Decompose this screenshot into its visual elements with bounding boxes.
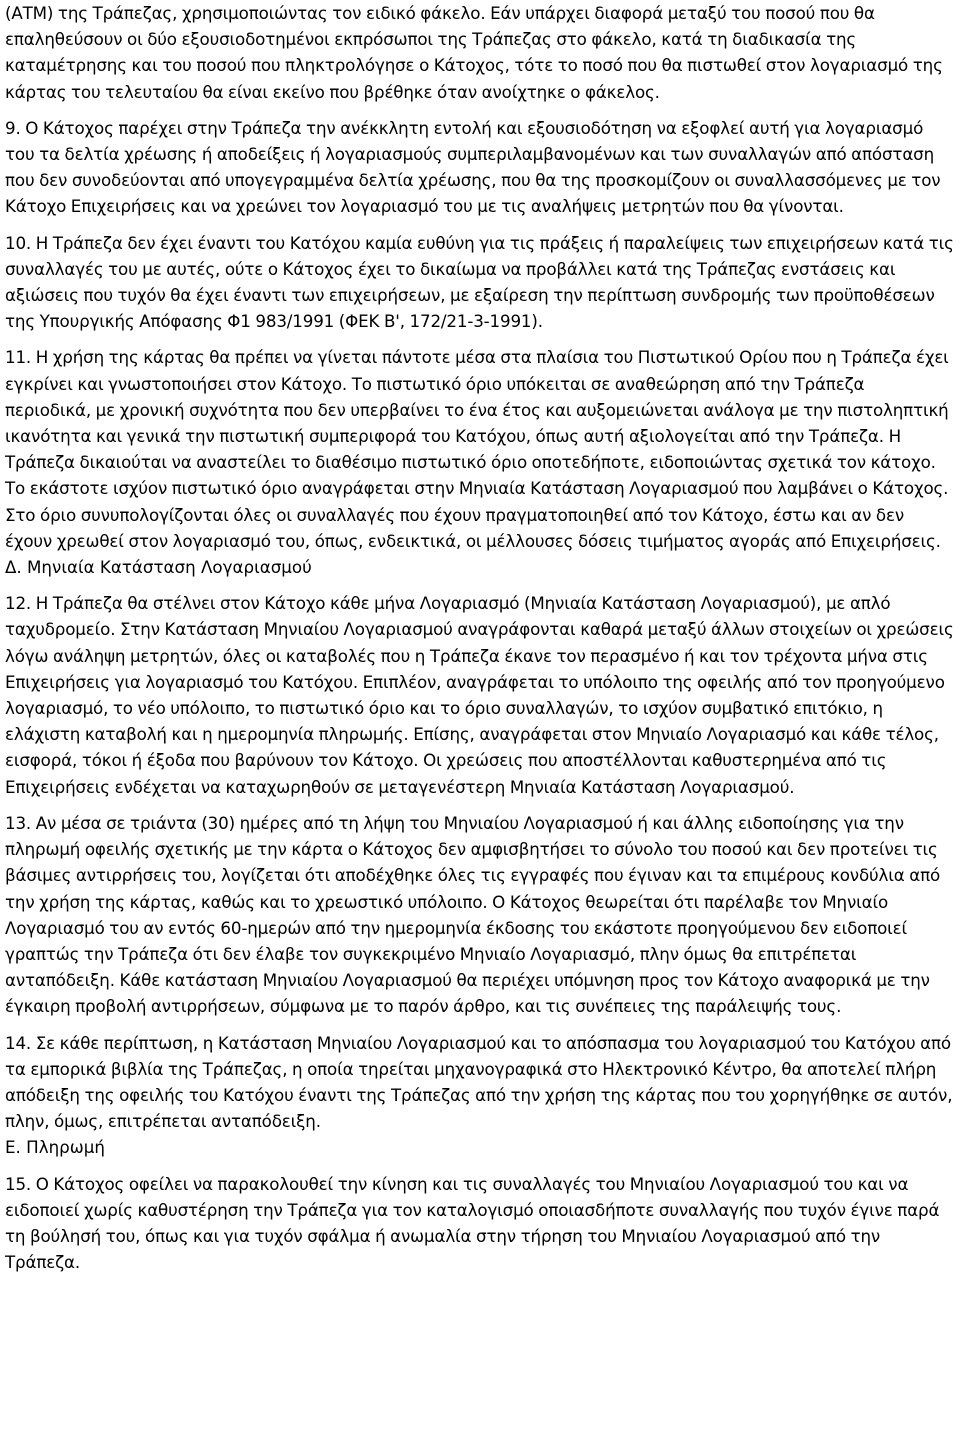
section-heading-e: Ε. Πληρωμή (5, 1137, 105, 1158)
paragraph-14: 14. Σε κάθε περίπτωση, η Κατάσταση Μηνιαίου Λογαριασμού και το απόσπασμα του λογαριασμού του Κατόχου από τα εμπορικά βιβλία της Τράπεζας, η οποία τηρείται μηχανογραφικά στο Ηλεκτρονικό Κέντρο, θα αποτελεί πλήρη απόδειξη της οφειλής του Κατόχου έναντι της Τράπεζας από την χρήση της κάρτας που του χορηγήθηκε σε αυτόν, πλην, όμως, επιτρέπεται ανταπόδειξη. (5, 1032, 953, 1132)
paragraph-12: 12. Η Τράπεζα θα στέλνει στον Κάτοχο κάθε μήνα Λογαριασμό (Μηνιαία Κατάσταση Λογαριασμού), με απλό ταχυδρομείο. Στην Κατάσταση Μηνιαίου Λογαριασμού αναγράφονται καθαρά μεταξύ άλλων στοιχείων οι χρεώσεις λόγω ανάληψη μετρητών, όλες οι καταβολές που η Τράπεζα έκανε τον περασμένο ή και τον τρέχοντα μήνα στις Επιχειρήσεις για λογαριασμό του Κατόχου. Επιπλέον, αναγράφεται το υπόλοιπο της οφειλής από τον προηγούμενο λογαριασμό, το νέο υπόλοιπο, το πιστωτικό όριο και το όριο συναλλαγών, το ισχύον συμβατικό επιτόκιο, η ελάχιστη καταβολή και η ημερομηνία πληρωμής. Επίσης, αναγράφεται στον Μηνιαίο Λογαριασμό και κάθε τέλος, εισφορά, τόκοι ή έξοδα που βαρύνουν τον Κάτοχο. Οι χρεώσεις που αποστέλλονται καθυστερημένα από τις Επιχειρήσεις ενδέχεται να καταχωρηθούν σε μεταγενέστερη Μηνιαία Κατάσταση Λογαριασμού. (5, 593, 954, 797)
paragraph-13: 13. Αν μέσα σε τριάντα (30) ημέρες από τη λήψη του Μηνιαίου Λογαριασμού ή και άλλης ειδοποίησης για την πληρωμή οφειλής σχετικής με την κάρτα ο Κάτοχος δεν αμφισβητήσει το σύνολο του ποσού και δεν προτείνει τις βάσιμες αντιρρήσεις του, λογίζεται ότι αποδέχθηκε όλες τις εγγραφές που έγιναν και τα επιμέρους κονδύλια από την χρήση της κάρτας, καθώς και το χρεωστικό υπόλοιπο. Ο Κάτοχος θεωρείται ότι παρέλαβε τον Μηνιαίο Λογαριασμό του αν εντός 60-ημερών από την ημερομηνία έκδοσης του εκάστοτε προηγούμενου δεν ειδοποιεί γραπτώς την Τράπεζα ότι δεν έλαβε τον συγκεκριμένο Μηνιαίο Λογαριασμό, πλην όμως θα επιτρέπεται ανταπόδειξη. Κάθε κατάσταση Μηνιαίου Λογαριασμού θα περιέχει υπόμνηση προς τον Κάτοχο αναφορικά με την έγκαιρη προβολή αντιρρήσεων, σύμφωνα με το παρόν άρθρο, και τις συνέπειες της παράλειψής τους. (5, 812, 941, 1017)
paragraph-15: 15. Ο Κάτοχος οφείλει να παρακολουθεί την κίνηση και τις συναλλαγές του Μηνιαίου Λογαριασμού του και να ειδοποιεί χωρίς καθυστέρηση την Τράπεζα για τον καταλογισμό οποιασδήποτε συναλλαγής που τυχόν έγινε παρά τη βούλησή του, όπως και για τυχόν σφάλμα ή ανωμαλία στην τήρηση του Μηνιαίου Λογαριασμού από την Τράπεζα. (5, 1173, 940, 1273)
paragraph-10: 10. Η Τράπεζα δεν έχει έναντι του Κατόχου καμία ευθύνη για τις πράξεις ή παραλείψεις των επιχειρήσεων κατά τις συναλλαγές του με αυτές, ούτε ο Κάτοχος έχει το δικαίωμα να προβάλλει κατά της Τράπεζας ενστάσεις και αξιώσεις που τυχόν θα έχει έναντι των επιχειρήσεων, με εξαίρεση την περίπτωση συνδρομής των προϋποθέσεων της Υπουργικής Απόφασης Φ1 983/1991 (ΦΕΚ Β', 172/21-3-1991). (5, 232, 954, 332)
paragraph-9: 9. Ο Κάτοχος παρέχει στην Τράπεζα την ανέκκλητη εντολή και εξουσιοδότηση να εξοφλεί αυτή για λογαριασμό του τα δελτία χρέωσης ή αποδείξεις ή λογαριασμούς συμπεριλαμβανομένων και των συναλλαγών από απόσταση που δεν συνοδεύονται από υπογεγραμμένα δελτία χρέωσης, που θα της προσκομίζουν οι συναλλασσόμενες με τον Κάτοχο Επιχειρήσεις και να χρεώνει τον λογαριασμό του με τις αναλήψεις μετρητών που θα γίνονται. (5, 117, 941, 217)
section-heading-d: Δ. Μηνιαία Κατάσταση Λογαριασμού (5, 557, 312, 578)
paragraph-11: 11. Η χρήση της κάρτας θα πρέπει να γίνεται πάντοτε μέσα στα πλαίσια του Πιστωτικού Ορίου που η Τράπεζα έχει εγκρίνει και γνωστοποιήσει στον Κάτοχο. Το πιστωτικό όριο υπόκειται σε αναθεώρηση από την Τράπεζα περιοδικά, με χρονική συχνότητα που δεν υπερβαίνει το ένα έτος και αυξομειώνεται ανάλογα με την πιστοληπτική ικανότητα και γενικά την πιστωτική συμπεριφορά του Κατόχου, όπως αυτή αξιολογείται από την Τράπεζα. Η Τράπεζα δικαιούται να αναστείλει το διαθέσιμο πιστωτικό όριο οποτεδήποτε, ειδοποιώντας σχετικά τον κάτοχο. Το εκάστοτε ισχύον πιστωτικό όριο αναγράφεται στην Μηνιαία Κατάσταση Λογαριασμού που λαμβάνει ο Κάτοχος. Στο όριο συνυπολογίζονται όλες οι συναλλαγές που έχουν πραγματοποιηθεί από τον Κάτοχο, έστω και αν δεν έχουν χρεωθεί στον λογαριασμό του, όπως, ενδεικτικά, οι μέλλουσες δόσεις τιμήματος αγοράς από Επιχειρήσεις. (5, 347, 949, 551)
paragraph-8-continuation: (ΑΤΜ) της Τράπεζας, χρησιμοποιώντας τον ειδικό φάκελο. Εάν υπάρχει διαφορά μεταξύ του ποσού που θα επαληθεύσουν οι δύο εξουσιοδοτημένοι εκπρόσωποι της Τράπεζας στο φάκελο, κατά τη διαδικασία της καταμέτρησης και του ποσού που πληκτρολόγησε ο Κάτοχος, τότε το ποσό που θα πιστωθεί στον λογαριασμό της κάρτας του τελευταίου θα είναι εκείνο που βρέθηκε όταν ανοίχτηκε ο φάκελος. (5, 3, 943, 102)
document-page (5, 0, 955, 1275)
